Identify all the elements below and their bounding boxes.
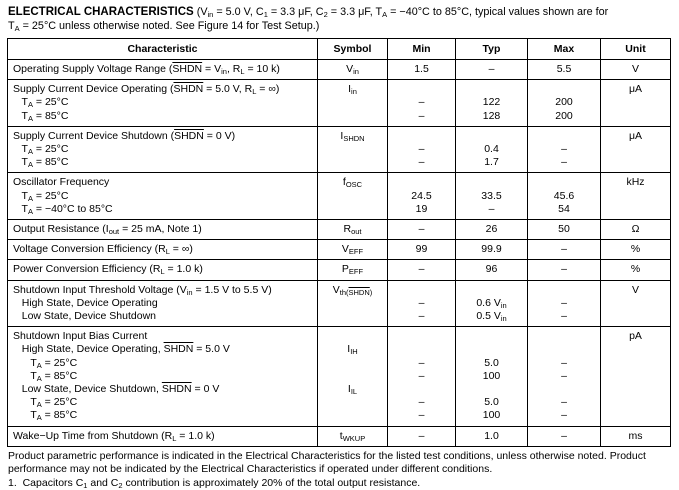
cell-line: Oscillator Frequency	[13, 176, 110, 189]
cell-unit	[601, 426, 671, 446]
cell-line: High State, Device Operating	[13, 296, 158, 309]
cell-line	[320, 330, 385, 343]
cell-line	[603, 370, 668, 383]
cell-characteristic	[8, 260, 318, 280]
table-row	[8, 240, 671, 260]
cell-line: $V_{th(SHDN)}$	[332, 283, 373, 297]
cell-line: $T_A = -40^\circ C$ to 85°C	[13, 202, 113, 216]
table-row	[8, 327, 671, 426]
cell-line	[320, 297, 385, 310]
cell-line: 50	[558, 223, 570, 236]
cell-line: –	[418, 156, 425, 169]
cell-line: $T_A = 85^\circ C$	[13, 109, 69, 123]
cell-line	[603, 396, 668, 409]
cell-line: $T_A = 25^\circ C$	[13, 356, 78, 370]
cell-characteristic	[8, 327, 318, 426]
cell-line: –	[418, 143, 425, 155]
cell-line: –	[561, 296, 567, 309]
cell-line: –	[561, 156, 567, 169]
cell-line: kHz	[626, 176, 645, 189]
cell-line: ms	[628, 429, 643, 442]
cell-line: Ω	[631, 223, 640, 236]
cell-line	[458, 130, 525, 143]
cell-min	[388, 80, 456, 127]
cell-line	[530, 176, 598, 189]
cell-line: Shutdown Input Bias Current	[13, 330, 148, 343]
cell-line: –	[418, 409, 425, 422]
table-row	[8, 220, 671, 240]
cell-line: Shutdown Input Threshold Voltage ($V_{in} = 1.5$ V to 5.5 V)	[13, 283, 272, 297]
cell-line: –	[561, 310, 567, 323]
cell-typ	[456, 126, 528, 173]
cell-line: $T_A = 25^\circ C$	[13, 396, 78, 410]
cell-characteristic	[8, 126, 318, 173]
cell-line: 24.5	[411, 189, 432, 202]
cell-line: –	[561, 369, 567, 382]
cell-line	[603, 310, 668, 323]
cell-min	[388, 327, 456, 426]
cell-unit	[601, 126, 671, 173]
cell-line: 1.0	[484, 429, 499, 442]
cell-line: –	[418, 396, 425, 409]
cell-line: Voltage Conversion Efficiency ($R_L$ = ∞)	[13, 243, 193, 257]
cell-line: –	[561, 396, 567, 409]
table-row	[8, 426, 671, 446]
cell-typ	[456, 426, 528, 446]
cell-symbol	[318, 60, 388, 80]
cell-typ	[456, 327, 528, 426]
cell-line	[603, 143, 668, 156]
cell-max	[528, 426, 601, 446]
cell-line: $V_{EFF}$	[341, 243, 364, 257]
cell-line	[320, 370, 385, 383]
cell-line: –	[418, 263, 425, 276]
cell-line: V	[631, 283, 639, 296]
cell-line: $T_A = 25^\circ C$	[13, 143, 69, 157]
cell-line: 1.5	[414, 63, 429, 75]
cell-line: –	[561, 143, 567, 155]
cell-line: –	[561, 409, 567, 422]
cell-line: 5.0	[484, 356, 499, 369]
cell-symbol	[318, 426, 388, 446]
title-conditions: ($V_{in} = 5.0$ V, $C_1 = 3.3$ μF, $C_2 = 3.3$ μF, $T_A = -40^\circ C$ to 85°C, typical values shown are for	[193, 6, 609, 19]
cell-symbol	[318, 260, 388, 280]
cell-line: –	[418, 223, 425, 236]
col-header-typ: Typ	[456, 39, 528, 60]
cell-line: $P_{EFF}$	[341, 263, 364, 277]
cell-line: High State, Device Operating, SHDN = 5.0 V	[13, 343, 230, 356]
cell-typ	[456, 80, 528, 127]
cell-line: 100	[482, 369, 501, 382]
cell-line: 19	[415, 202, 428, 215]
cell-line: 0.4	[484, 143, 499, 155]
cell-line: 45.6	[553, 189, 575, 202]
cell-line: Supply Current Device Operating (SHDN = 5.0 V, $R_L$ = ∞)	[13, 83, 280, 97]
cell-line	[603, 357, 668, 370]
cell-line: 99.9	[481, 243, 502, 256]
col-header-max: Max	[528, 39, 601, 60]
cell-line: $T_A = 85^\circ C$	[13, 156, 69, 170]
table-row	[8, 60, 671, 80]
cell-line	[320, 203, 385, 216]
cell-line: $I_{IH}$	[347, 343, 358, 357]
cell-line: 99	[415, 243, 428, 256]
cell-line: Low State, Device Shutdown	[13, 310, 156, 323]
cell-line: 100	[482, 409, 501, 422]
cell-min	[388, 60, 456, 80]
cell-line: 128	[482, 109, 501, 122]
cell-line: $I_{in}$	[348, 83, 357, 97]
cell-line: 122	[482, 96, 501, 109]
cell-unit	[601, 220, 671, 240]
cell-line	[390, 130, 453, 143]
cell-line: $I_{IL}$	[347, 383, 358, 397]
cell-line: –	[418, 96, 425, 109]
cell-unit	[601, 280, 671, 327]
cell-line	[320, 156, 385, 169]
cell-line	[530, 343, 598, 356]
cell-line	[458, 176, 525, 189]
col-header-min: Min	[388, 39, 456, 60]
cell-line	[458, 83, 525, 96]
cell-line	[603, 96, 668, 109]
cell-line	[530, 284, 598, 297]
table-row	[8, 280, 671, 327]
table-row	[8, 126, 671, 173]
cell-line: 200	[555, 109, 573, 122]
cell-min	[388, 240, 456, 260]
cell-line	[390, 176, 453, 189]
cell-line	[390, 383, 453, 396]
title-line2: $T_A = 25^\circ C$ unless otherwise noted. See Figure 14 for Test Setup.)	[8, 19, 320, 33]
cell-line: $T_A = 25^\circ C$	[13, 96, 69, 110]
footnote-1: 1. Capacitors $C_1$ and $C_2$ contribution is approximately 20% of the total output resistance.	[8, 476, 421, 490]
cell-line	[530, 383, 598, 396]
cell-line	[530, 330, 598, 343]
cell-line: 0.5 $V_{in}$	[476, 310, 507, 324]
cell-line: pA	[629, 330, 642, 343]
cell-typ	[456, 280, 528, 327]
cell-line	[320, 357, 385, 370]
cell-unit	[601, 173, 671, 220]
cell-line: Low State, Device Shutdown, SHDN = 0 V	[13, 383, 220, 396]
cell-symbol	[318, 220, 388, 240]
table-header-row	[8, 39, 671, 60]
cell-line: Power Conversion Efficiency ($R_L = 1.0$ k)	[13, 263, 203, 277]
cell-line: –	[418, 429, 425, 442]
cell-typ	[456, 240, 528, 260]
cell-line: Wake−Up Time from Shutdown ($R_L = 1.0$ k)	[13, 429, 215, 443]
cell-line: –	[418, 296, 425, 309]
cell-line: %	[630, 243, 641, 256]
cell-symbol	[318, 173, 388, 220]
cell-line	[390, 83, 453, 96]
title-heading: ELECTRICAL CHARACTERISTICS	[8, 6, 194, 18]
cell-typ	[456, 260, 528, 280]
cell-characteristic	[8, 426, 318, 446]
cell-min	[388, 173, 456, 220]
cell-typ	[456, 60, 528, 80]
cell-line: $V_{in}$	[346, 63, 359, 76]
cell-min	[388, 260, 456, 280]
cell-unit	[601, 240, 671, 260]
cell-line: 200	[555, 96, 573, 109]
cell-line: –	[418, 356, 425, 369]
cell-max	[528, 327, 601, 426]
cell-line	[320, 143, 385, 156]
cell-unit	[601, 80, 671, 127]
cell-max	[528, 80, 601, 127]
cell-line	[390, 330, 453, 343]
cell-line: 26	[485, 223, 498, 236]
cell-line: –	[418, 310, 425, 323]
table-row	[8, 173, 671, 220]
footer-paragraph-line2: performance may not be indicated by the Electrical Characteristics if operated under different conditions.	[8, 463, 493, 476]
cell-line: Output Resistance ($I_{out} = 25$ mA, Note 1)	[13, 223, 202, 237]
cell-line	[458, 284, 525, 297]
cell-line: 54	[558, 202, 570, 215]
characteristics-table	[7, 38, 671, 447]
cell-line: $T_A = 85^\circ C$	[13, 409, 78, 423]
cell-line	[320, 96, 385, 109]
cell-line	[320, 110, 385, 123]
cell-line	[390, 343, 453, 356]
cell-line: 33.5	[481, 189, 502, 202]
footer-paragraph-line1: Product parametric performance is indicated in the Electrical Characteristics for the listed test conditions, unless otherwise noted. Product	[8, 449, 646, 462]
cell-line: Supply Current Device Shutdown (SHDN = 0 V)	[13, 129, 236, 142]
cell-characteristic	[8, 80, 318, 127]
cell-line: $f_{OSC}$	[342, 176, 363, 190]
cell-line	[458, 383, 525, 396]
footer	[8, 450, 672, 490]
cell-line: $T_A = 85^\circ C$	[13, 369, 78, 383]
cell-line	[603, 190, 668, 203]
table-row	[8, 80, 671, 127]
cell-line: –	[561, 429, 567, 442]
cell-symbol	[318, 240, 388, 260]
cell-line: –	[561, 263, 567, 276]
cell-line	[390, 284, 453, 297]
cell-min	[388, 280, 456, 327]
cell-line	[530, 83, 598, 96]
cell-line	[603, 110, 668, 123]
cell-line	[320, 396, 385, 409]
page-title	[8, 6, 672, 33]
cell-line: $T_A = 25^\circ C$	[13, 189, 69, 203]
cell-unit	[601, 60, 671, 80]
cell-line	[603, 409, 668, 422]
cell-line: –	[418, 109, 425, 122]
cell-line: 0.6 $V_{in}$	[476, 296, 507, 310]
cell-symbol	[318, 280, 388, 327]
cell-line	[603, 343, 668, 356]
cell-line: 1.7	[484, 156, 499, 169]
cell-typ	[456, 220, 528, 240]
cell-line: –	[418, 369, 425, 382]
cell-line	[458, 330, 525, 343]
cell-line: –	[488, 202, 495, 215]
cell-line: V	[631, 63, 639, 75]
cell-symbol	[318, 126, 388, 173]
cell-line: μA	[628, 83, 643, 96]
col-header-symbol: Symbol	[318, 39, 388, 60]
cell-line	[603, 383, 668, 396]
cell-line: μA	[628, 129, 643, 142]
cell-max	[528, 60, 601, 80]
cell-line: $R_{out}$	[343, 223, 362, 237]
title-line1	[8, 6, 672, 20]
cell-line: Operating Supply Voltage Range (SHDN = $V_{in}$, $R_L = 10$ k)	[13, 63, 280, 76]
cell-max	[528, 126, 601, 173]
table-row	[8, 260, 671, 280]
cell-line: $I_{SHDN}$	[340, 129, 365, 143]
cell-line: 5.5	[556, 63, 572, 75]
cell-line: 5.0	[484, 396, 499, 409]
cell-unit	[601, 327, 671, 426]
cell-line: $t_{WKUP}$	[339, 429, 366, 443]
cell-unit	[601, 260, 671, 280]
cell-characteristic	[8, 280, 318, 327]
cell-symbol	[318, 80, 388, 127]
cell-line	[320, 310, 385, 323]
cell-line: –	[561, 356, 567, 369]
cell-line	[603, 156, 668, 169]
cell-max	[528, 240, 601, 260]
col-header-characteristic: Characteristic	[8, 39, 318, 60]
cell-line	[603, 203, 668, 216]
cell-line	[320, 190, 385, 203]
cell-typ	[456, 173, 528, 220]
cell-max	[528, 173, 601, 220]
cell-line: %	[630, 263, 641, 276]
cell-min	[388, 126, 456, 173]
cell-max	[528, 260, 601, 280]
col-header-unit: Unit	[601, 39, 671, 60]
cell-max	[528, 220, 601, 240]
cell-line	[603, 297, 668, 310]
cell-characteristic	[8, 240, 318, 260]
cell-characteristic	[8, 173, 318, 220]
cell-symbol	[318, 327, 388, 426]
cell-line: –	[561, 243, 567, 256]
cell-line: 96	[485, 263, 498, 276]
cell-characteristic	[8, 220, 318, 240]
cell-line: –	[488, 63, 495, 75]
cell-max	[528, 280, 601, 327]
cell-min	[388, 220, 456, 240]
cell-characteristic	[8, 60, 318, 80]
cell-line	[530, 130, 598, 143]
cell-line	[458, 343, 525, 356]
cell-line	[320, 409, 385, 422]
cell-min	[388, 426, 456, 446]
